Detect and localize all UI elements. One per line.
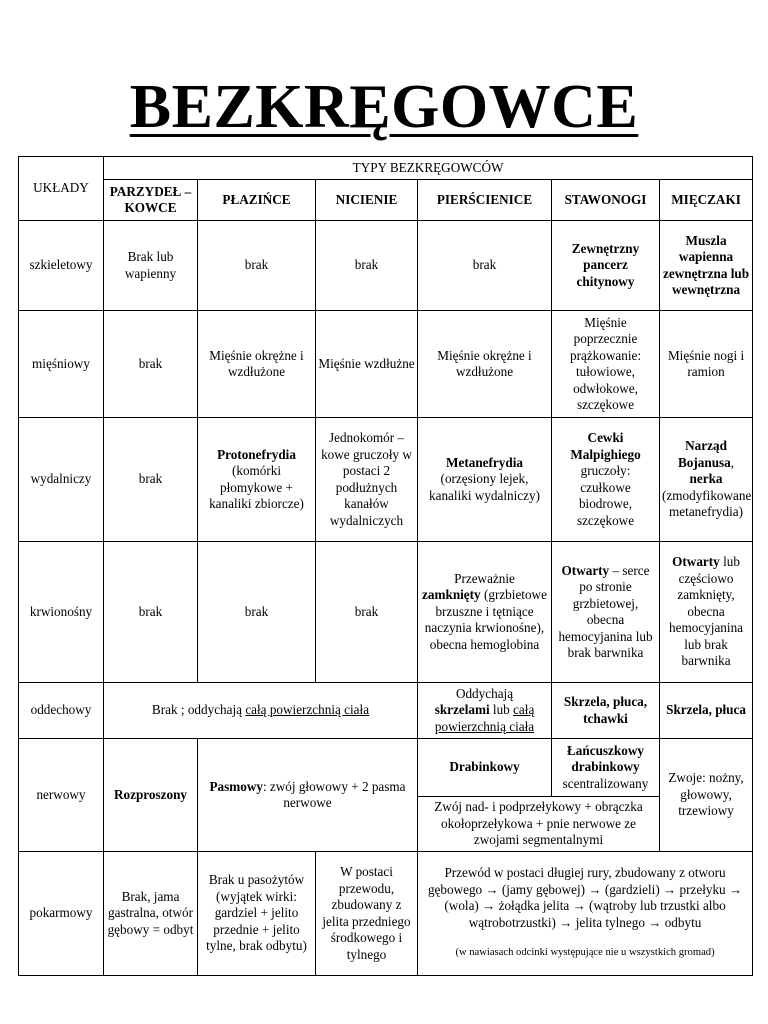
page-title: BEZKRĘGOWCE [129, 73, 639, 141]
cell-szkieletowy-pierscienice: brak [418, 221, 552, 311]
pierscienice-resp-pre: Oddychają [455, 685, 514, 701]
type-header-mieczaki: MIĘCZAKI [660, 180, 753, 221]
cell-oddechowy-pierscienice [418, 683, 552, 739]
systems-header: UKŁADY [19, 157, 104, 221]
cell-wydalniczy-nicienie: Jednokomór – kowe gruczoły w postaci 2 podłużnych kanałów wydalniczych [316, 418, 418, 542]
cell-miesniowy-nicienie: Mięśnie wzdłużne [316, 311, 418, 418]
type-header-nicienie: NICIENIE [316, 180, 418, 221]
plazince-nerv-desc: : zwój głowowy + 2 pasma nerwowe [262, 778, 406, 810]
mieczaki-excretory-organ-1: Narząd Bojanusa [678, 438, 731, 470]
cell-pokarmowy-nicienie: W postaci przewodu, zbudowany z jelita przedniego środkowego i tylnego [316, 852, 418, 976]
type-header-pierscienice: PIERŚCIENICE [418, 180, 552, 221]
mieczaki-excretory-sep: , [730, 454, 735, 470]
pierscienice-circ-type: zamknięty [422, 587, 481, 603]
oddechowy-merged-pre: Brak ; oddychają [151, 702, 243, 718]
cell-krwionosny-plazince: brak [198, 542, 316, 683]
mieczaki-circ-desc: lub częściowo zamknięty, obecna hemocyjanina lub brak barwnika [669, 554, 744, 669]
row-label-nerwowy: nerwowy [19, 739, 104, 852]
cell-krwionosny-mieczaki [660, 542, 753, 683]
pierscienice-resp-organ: skrzelami [434, 702, 490, 718]
stawonogi-excretory-organ: Cewki Malpighiego [570, 430, 641, 462]
pierscienice-excretory-desc: (orzęsiony lejek, kanaliki wydalniczy) [429, 471, 540, 503]
cell-nerwowy-shared: Zwój nad- i podprzełykowy + obrączka okołoprzełykowa + pnie nerwowe ze zwojami segmentalnymi [418, 797, 660, 852]
stawonogi-nerv-desc: scentralizowany [562, 775, 649, 791]
cell-miesniowy-plazince: Mięśnie okrężne i wzdłużone [198, 311, 316, 418]
row-label-oddechowy: oddechowy [19, 683, 104, 739]
pokarmowy-merged-text: Przewód w postaci długiej rury, zbudowany z otworu gębowego → (jamy gębowej) → (gardzieli) → przełyku → (wola) → żołądka jelita → (wątroby lub trzustki albo wątrobotrzustki) → jelita tylnego → odbytu [427, 865, 743, 930]
plazince-nerv-type: Pasmowy [209, 778, 263, 794]
type-header-parzydelkowce: PARZYDEŁ – KOWCE [104, 180, 198, 221]
cell-krwionosny-pierscienice [418, 542, 552, 683]
oddechowy-merged-underlined: całą powierzchnią ciała [245, 702, 370, 718]
stawonogi-circ-type: Otwarty [561, 562, 610, 578]
cell-wydalniczy-pierscienice [418, 418, 552, 542]
plazince-excretory-organ: Protonefrydia [217, 446, 296, 462]
cell-nerwowy-mieczaki: Zwoje: nożny, głowowy, trzewiowy [660, 739, 753, 852]
stawonogi-excretory-desc: gruczoły: czułkowe biodrowe, szczękowe [576, 463, 635, 528]
cell-miesniowy-mieczaki: Mięśnie nogi i ramion [660, 311, 753, 418]
pierscienice-circ-desc: (grzbietowe brzuszne i tętniące naczynia krwionośne), obecna hemoglobina [424, 587, 547, 652]
cell-nerwowy-pierscienice: Drabinkowy [418, 739, 552, 797]
stawonogi-nerv-type: Łańcuszkowy drabinkowy [567, 742, 644, 775]
types-group-header: TYPY BEZKRĘGOWCÓW [104, 157, 753, 180]
row-label-szkieletowy: szkieletowy [19, 221, 104, 311]
cell-wydalniczy-plazince [198, 418, 316, 542]
cell-szkieletowy-nicienie: brak [316, 221, 418, 311]
pierscienice-excretory-organ: Metanefrydia [446, 454, 523, 470]
pokarmowy-note: (w nawiasach odcinki występujące nie u wszystkich gromad) [455, 947, 715, 959]
cell-oddechowy-mieczaki: Skrzela, płuca [660, 683, 753, 739]
cell-pokarmowy-merged [418, 852, 753, 976]
pierscienice-resp-underlined: całą powierzchnią ciała [434, 702, 535, 734]
row-label-wydalniczy: wydalniczy [19, 418, 104, 542]
type-header-plazince: PŁAZIŃCE [198, 180, 316, 221]
cell-krwionosny-nicienie: brak [316, 542, 418, 683]
stawonogi-circ-desc: – serce po stronie grzbietowej, obecna hemocyjanina lub brak barwnika [558, 562, 653, 660]
cell-szkieletowy-mieczaki: Muszla wapienna zewnętrzna lub wewnętrzna [660, 221, 753, 311]
cell-oddechowy-stawonogi: Skrzela, płuca, tchawki [552, 683, 660, 739]
cell-krwionosny-parzydelkowce: brak [104, 542, 198, 683]
cell-wydalniczy-stawonogi [552, 418, 660, 542]
row-label-pokarmowy: pokarmowy [19, 852, 104, 976]
pierscienice-circ-pre: Przeważnie [454, 570, 515, 586]
type-header-stawonogi: STAWONOGI [552, 180, 660, 221]
cell-miesniowy-pierscienice: Mięśnie okrężne i wzdłużone [418, 311, 552, 418]
cell-nerwowy-plazince-nicienie [198, 739, 418, 852]
cell-szkieletowy-parzydelkowce: Brak lub wapienny [104, 221, 198, 311]
row-label-krwionosny: krwionośny [19, 542, 104, 683]
plazince-excretory-desc: (komórki płomykowe + kanaliki zbiorcze) [209, 463, 304, 511]
cell-nerwowy-parzydelkowce: Rozproszony [104, 739, 198, 852]
cell-miesniowy-stawonogi: Mięśnie poprzecznie prążkowanie: tułowiowe, odwłokowe, szczękowe [552, 311, 660, 418]
cell-wydalniczy-parzydelkowce: brak [104, 418, 198, 542]
cell-krwionosny-stawonogi [552, 542, 660, 683]
cell-wydalniczy-mieczaki [660, 418, 753, 542]
cell-nerwowy-stawonogi [552, 739, 660, 797]
cell-pokarmowy-parzydelkowce: Brak, jama gastralna, otwór gębowy = odbyt [104, 852, 198, 976]
mieczaki-circ-type: Otwarty [672, 554, 720, 570]
cell-szkieletowy-plazince: brak [198, 221, 316, 311]
cell-miesniowy-parzydelkowce: brak [104, 311, 198, 418]
mieczaki-excretory-organ-2: nerka [689, 471, 723, 487]
mieczaki-excretory-desc: (zmodyfikowane metanefrydia) [662, 487, 752, 520]
cell-szkieletowy-stawonogi: Zewnętrzny pancerz chitynowy [552, 221, 660, 311]
pierscienice-resp-mid: lub [492, 702, 510, 718]
cell-pokarmowy-plazince: Brak u pasożytów (wyjątek wirki: gardziel + jelito przednie + jelito tylne, brak odbytu) [198, 852, 316, 976]
cell-oddechowy-merged [104, 683, 418, 739]
row-label-miesniowy: mięśniowy [19, 311, 104, 418]
invertebrates-table [18, 156, 753, 976]
